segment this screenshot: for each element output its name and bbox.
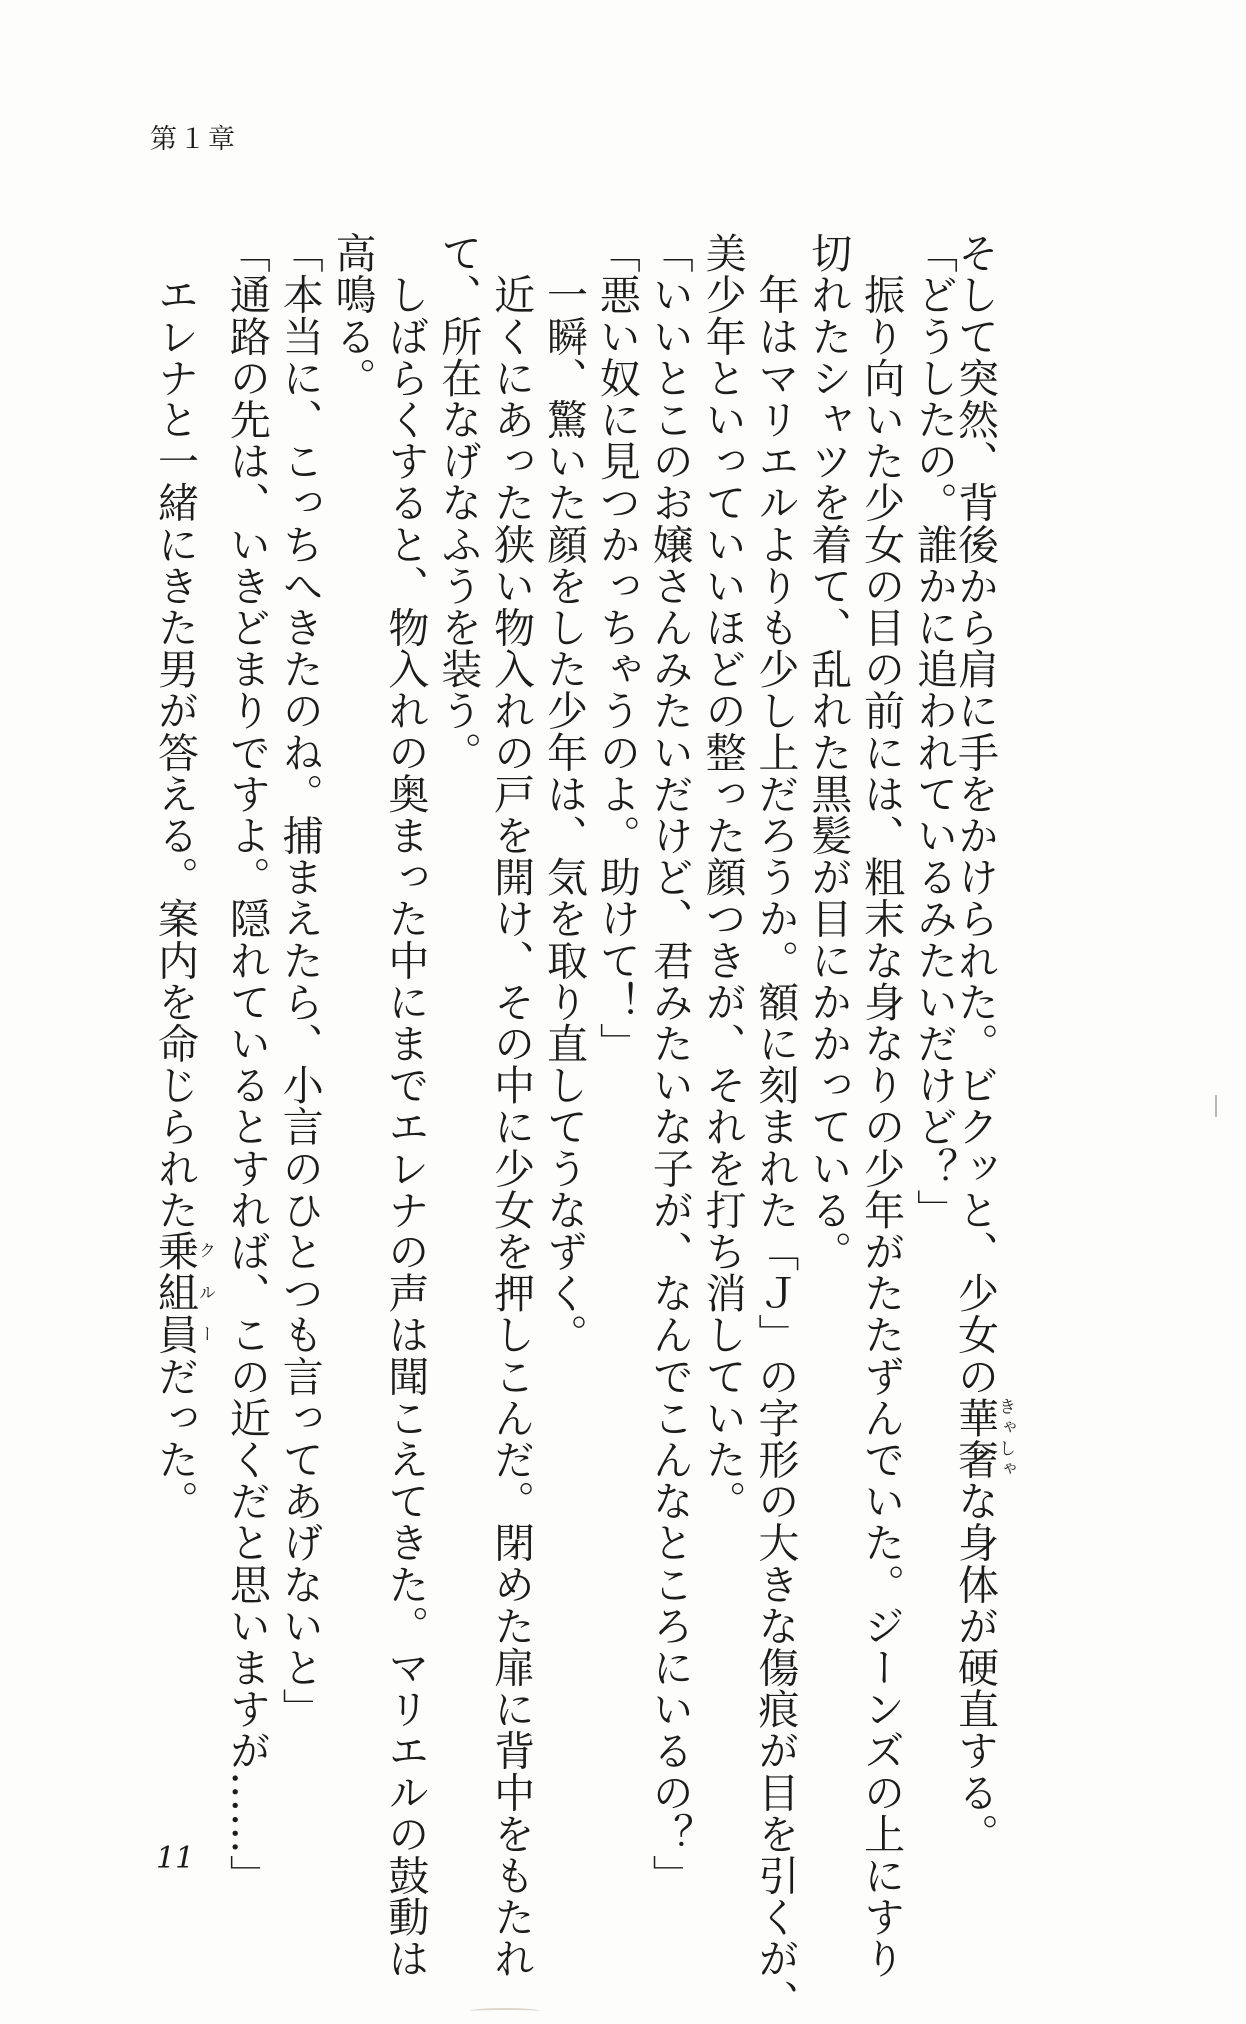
text-line: 高鳴る。 — [328, 232, 377, 399]
text-line: 「どうしたの。誰かに追われているみたいだけど？」 — [910, 232, 958, 1231]
text-line: 近くにあった狭い物入れの戸を開け、その中に少女を押しこんだ。閉めた扉に背中をもたれ — [487, 232, 536, 1980]
scan-mark — [1215, 1095, 1217, 1117]
text-line: エレナと一緒にきた男が答える。案内を命じられた乗組員クルーだった。 — [150, 232, 215, 1522]
text-line: 美少年といっていいほどの整った顔つきが、それを打ち消していた。 — [698, 232, 747, 1522]
text-line: 「悪い奴に見つかっちゃうのよ。助けて！」 — [592, 232, 641, 1064]
text-line: 「通路の先は、いきどまりですよ。隠れているとすれば、この近くだと思いますが……」 — [222, 232, 271, 1896]
text-line: 「いいとこのお嬢さんみたいだけど、君みたいな子が、なんでこんなところにいるの？」 — [645, 232, 694, 1896]
page-number: 11 — [156, 1841, 195, 1876]
text-line: 切れたシャツを着て、乱れた黒髪が目にかかっている。 — [804, 232, 853, 1272]
text-line: 「本当に、こっちへきたのね。捕まえたら、小言のひとつも言ってあげないと」 — [275, 232, 324, 1730]
running-head-chapter: 第１章 — [150, 124, 237, 155]
text-line: 年はマリエルよりも少し上だろうか。額に刻まれた「Ｊ」の字形の大きな傷痕が目を引くが、 — [751, 232, 800, 2021]
text-line: そして突然、背後から肩に手をかけられた。ビクッと、少女の華奢きゃしゃな身体が硬直する。 — [951, 232, 1015, 1855]
text-line: 一瞬、驚いた顔をした少年は、気を取り直してうなずく。 — [539, 232, 588, 1356]
text-line: 振り向いた少女の目の前には、粗末な身なりの少年がたたずんでいた。ジーンズの上にすり — [857, 232, 906, 1980]
scan-artifact — [470, 2008, 540, 2014]
text-line: しばらくすると、物入れの奥まった中にまでエレナの声は聞こえてきた。マリエルの鼓動は — [381, 232, 430, 1980]
text-line: て、所在なげなふうを装う。 — [434, 232, 483, 773]
